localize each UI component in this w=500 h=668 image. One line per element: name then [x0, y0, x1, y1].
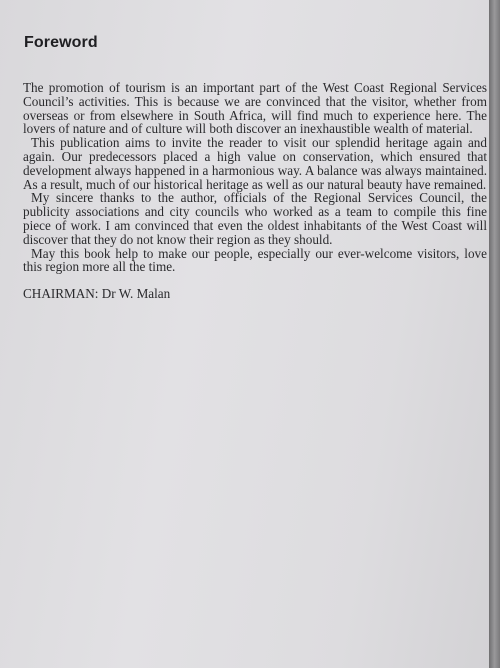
paragraph-4: May this book help to make our people, especially our ever-welcome visitors, love this region more all the time.	[23, 245, 487, 275]
foreword-body	[23, 81, 487, 301]
paragraph-2: This publication aims to invite the reader to visit our splendid heritage again and again. Our predecessors placed a high value on conservation, which ensured that development always happened in a harmonious way. A balance was always maintained. As a result, much of our historical heritage as well as our natural beauty have remained.	[23, 135, 487, 192]
page-edge-shadow	[489, 0, 500, 668]
paragraph-3: My sincere thanks to the author, officials of the Regional Services Council, the publicity associations and city councils who worked as a team to compile this fine piece of work. I am convinced that even the oldest inhabitants of the West Coast will discover that they do not know their region as they should.	[23, 190, 487, 247]
signature-line: CHAIRMAN: Dr W. Malan	[23, 286, 171, 302]
paragraph-1: The promotion of tourism is an important part of the West Coast Regional Services Council’s activities. This is because we are convinced that the visitor, whether from overseas or from elsewhere in South Africa, will find much to experience here. The lovers of nature and of culture will both discover an inexhaustible wealth of material.	[23, 80, 487, 137]
page-title: Foreword	[24, 34, 98, 51]
